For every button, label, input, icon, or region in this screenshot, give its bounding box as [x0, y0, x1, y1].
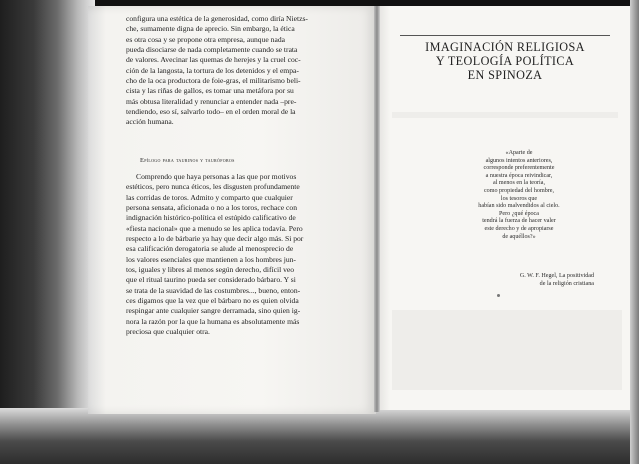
text-line: indignación histórico-política el estúpido calificativo de [126, 213, 296, 223]
text-line: «fiesta nacional» que a menudo se les aplica todavía. Pero [126, 223, 303, 233]
text-line: Comprendo que haya personas a las que por motivos [136, 172, 297, 181]
text-line: esa calificación derogatoria se alude al menosprecio de [126, 244, 294, 254]
title-line: EN SPINOZA [467, 68, 543, 82]
text-line: las corridas de toros. Admito y comparto que cualquier [126, 192, 293, 202]
text-line: que el ritual taurino pueda ser considerado bárbaro. Y si [126, 275, 296, 285]
text-line: ces digamos que la vez que el bárbaro no es quien olvida [126, 296, 299, 306]
text-line: che, sumamente digna de aprecio. Sin embargo, la ética [126, 24, 295, 34]
epigraph [444, 150, 594, 241]
chapter-title [400, 40, 610, 82]
text-line: más obtusa literalidad y renunciar a entender nada –pre- [126, 96, 297, 106]
text-line: ción de la langosta, la tortura de los detenidos y el empa- [126, 65, 299, 75]
text-line: cho de la oca productora de foie-gras, el militarismo beli- [126, 76, 301, 86]
text-line: preciosa que cualquier otra. [126, 327, 210, 337]
text-line: de valores. Avecinar las quemas de herejes y la cruel coc- [126, 55, 301, 65]
text-line: respecto a lo de bárbarie ya hay que decir algo más. Si por [126, 234, 304, 244]
epigraph-line: Pero ¿qué época [499, 210, 539, 217]
epigraph-line: este derecho y de apropiarse [484, 225, 554, 232]
text-line: estéticos, pero nunca éticos, les disgusten profundamente [126, 182, 300, 192]
text-line: es otra cosa y se propone otra empresa, aunque nada [126, 34, 285, 44]
paragraph-2 [126, 172, 354, 338]
text-line: cista y las riñas de gallos, es tomar una metáfora por su [126, 86, 294, 96]
paragraph-1 [126, 14, 354, 128]
epigraph-line: de aquéllos?» [502, 233, 536, 240]
epigraph-line: los tesoros que [500, 195, 538, 202]
text-line: configura una estética de la generosidad, como diría Nietzs- [126, 14, 308, 23]
epigraph-line: algunos intentos anteriores, [485, 157, 553, 164]
epigraph-line: «Aparte de [505, 150, 533, 156]
epigraph-line: como propiedad del hombre, [483, 187, 555, 194]
text-line: nora la razón por la que la humana es absolutamente más [126, 316, 300, 326]
book-gutter [374, 6, 380, 412]
title-line: Y TEOLOGÍA POLÍTICA [435, 54, 575, 68]
bleed-through [392, 112, 618, 118]
epigraph-line: al menos en la teoría, [493, 180, 545, 187]
title-rule [400, 35, 610, 36]
text-line: acción humana. [126, 117, 174, 127]
text-line: los valores esenciales que mantienen a los hombres jun- [126, 254, 296, 264]
epigraph-line: a nuestra época reivindicar, [485, 172, 553, 179]
section-heading: Epílogo para taurinos y taurófobos [140, 157, 235, 164]
text-line: respingar ante cualquier sangre derramada, sino quien ig- [126, 306, 301, 316]
epigraph-attribution [444, 273, 594, 288]
scan-right-edge [630, 0, 639, 464]
text-line: persona sensata, aficionada o no a los toros, rechace con [126, 203, 298, 213]
scan-bottom-shadow [0, 408, 639, 464]
bleed-through [392, 310, 622, 390]
text-line: se trata de la suavidad de las costumbres..., bueno, enton- [126, 285, 301, 295]
epigraph-line: tendrá la fuerza de hacer valer [482, 218, 556, 225]
scan-left-shadow [0, 0, 95, 464]
text-line: tos, iguales y libres al menos según derecho, difícil veo [126, 265, 295, 275]
text-line: pueda disociarse de nada completamente cuando se trata [126, 45, 298, 55]
attribution-line: de la religión cristiana [539, 280, 594, 287]
epigraph-line: habían sido malvendidos al cielo. [478, 203, 560, 210]
text-line: tendiendo, eso sí, salvarlo todo– en el orden moral de la [126, 107, 296, 117]
title-line: IMAGINACIÓN RELIGIOSA [425, 40, 585, 54]
ink-dot [497, 294, 500, 297]
epigraph-line: corresponde preferentemente [483, 165, 555, 172]
attribution-line: G. W. F. Hegel, La positividad [519, 273, 594, 279]
